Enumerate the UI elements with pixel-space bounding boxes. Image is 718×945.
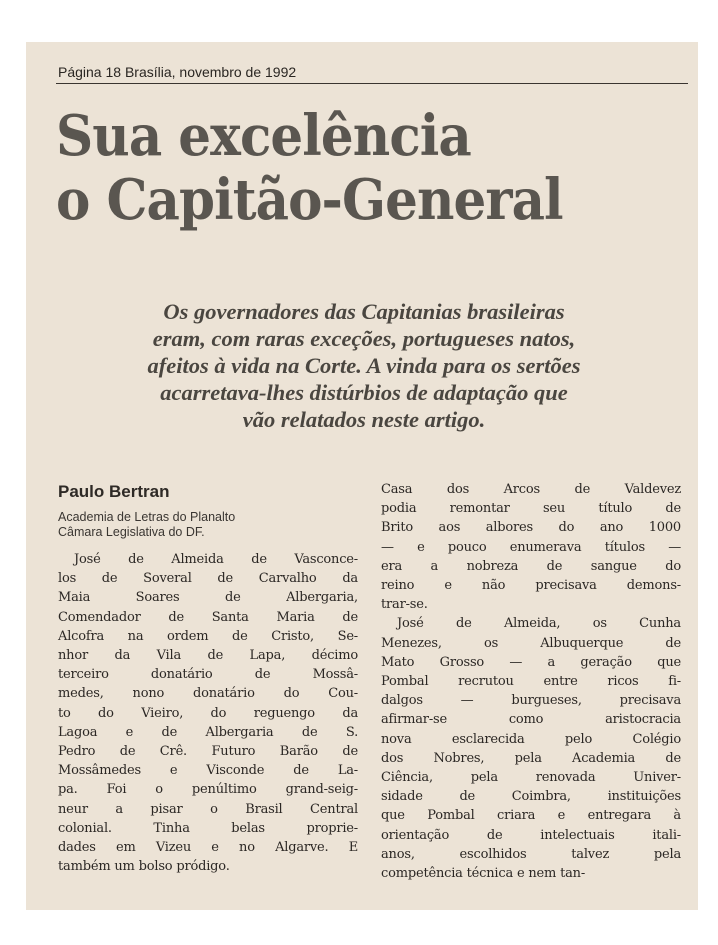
body-text-line: José de Almeida, os Cunha [397,616,681,632]
body-text-line: terceiro donatário de Mossâ- [58,667,358,683]
body-text-line: to do Vieiro, do reguengo da [58,705,358,721]
body-text-line: los de Soveral de Carvalho da [58,571,358,587]
body-text-line: que Pombal criara e entregara à [381,808,681,824]
body-text-line: orientação de intelectuais itali- [381,827,681,843]
body-text-line: Mossâmedes e Visconde de La- [58,763,358,779]
body-text-line: nova esclarecida pelo Colégio [381,731,681,747]
body-text-line: também um bolso pródigo. [58,859,230,875]
body-text-line: — e pouco enumerava títulos — [381,539,681,555]
body-text-line: Mato Grosso — a geração que [381,654,681,670]
affiliation-line: Academia de Letras do Planalto [58,510,236,524]
right-body-text [381,480,681,883]
body-text-line: reino e não precisava demons- [381,578,681,594]
body-text-line: dos Nobres, pela Academia de [381,750,681,766]
body-text-line: Ciência, pela renovada Univer- [381,770,681,786]
author-affiliation [58,510,358,540]
body-text-line: pa. Foi o penúltimo grand-seig- [58,782,358,798]
body-text-line: medes, nono donatário do Cou- [58,686,358,702]
deck-subtitle [74,298,654,433]
body-text-line: Casa dos Arcos de Valdevez [381,482,681,497]
headline-line: o Capitão-General [56,167,563,233]
body-text-line: nhor da Vila de Lapa, décimo [58,648,358,664]
body-text-line: afirmar-se como aristocracia [381,712,681,728]
body-text-line: trar-se. [381,597,428,613]
right-column [381,480,681,883]
body-text-line: Pombal recrutou entre ricos fi- [381,674,681,690]
body-text-line: Menezes, os Albuquerque de [381,635,681,651]
headline [56,104,645,232]
left-body-text [58,550,358,876]
body-text-line: anos, escolhidos talvez pela [381,846,681,862]
body-text-line: era a nobreza de sangue do [381,558,681,574]
newspaper-clipping [26,42,698,910]
author-name: Paulo Bertran [58,482,170,501]
headline-line: Sua excelência [56,103,471,169]
body-text-line: Maia Soares de Albergaria, [58,590,358,606]
deck-line: afeitos à vida na Corte. A vinda para os sertões [147,353,581,378]
left-column [58,482,358,876]
header-rule [56,83,688,84]
body-text-line: competência técnica e nem tan- [381,866,586,882]
body-text-line: Lagoa e de Albergaria de S. [58,724,358,740]
deck-line: vão relatados neste artigo. [242,407,486,432]
body-text-line: podia remontar seu título de [381,501,681,517]
deck-line: acarretava-lhes distúrbios de adaptação que [160,380,568,405]
body-text-line: dalgos — burgueses, precisava [381,693,681,709]
affiliation-line: Câmara Legislativa do DF. [58,525,205,539]
body-text-line: dades em Vizeu e no Algarve. E [58,840,358,856]
page-header: Página 18 Brasília, novembro de 1992 [58,64,297,80]
body-text-line: colonial. Tinha belas proprie- [58,820,358,836]
deck-line: eram, com raras exceções, portugueses natos, [152,326,576,351]
body-text-line: sidade de Coimbra, instituições [381,789,681,805]
body-text-line: Brito aos albores do ano 1000 [381,520,681,536]
body-text-line: José de Almeida de Vasconce- [74,552,358,567]
deck-line: Os governadores das Capitanias brasileiras [163,299,565,324]
body-text-line: neur a pisar o Brasil Central [58,801,358,817]
body-text-line: Comendador de Santa Maria de [58,609,358,625]
body-text-line: Pedro de Crê. Futuro Barão de [58,744,358,760]
body-text-line: Alcofra na ordem de Cristo, Se- [58,628,358,644]
